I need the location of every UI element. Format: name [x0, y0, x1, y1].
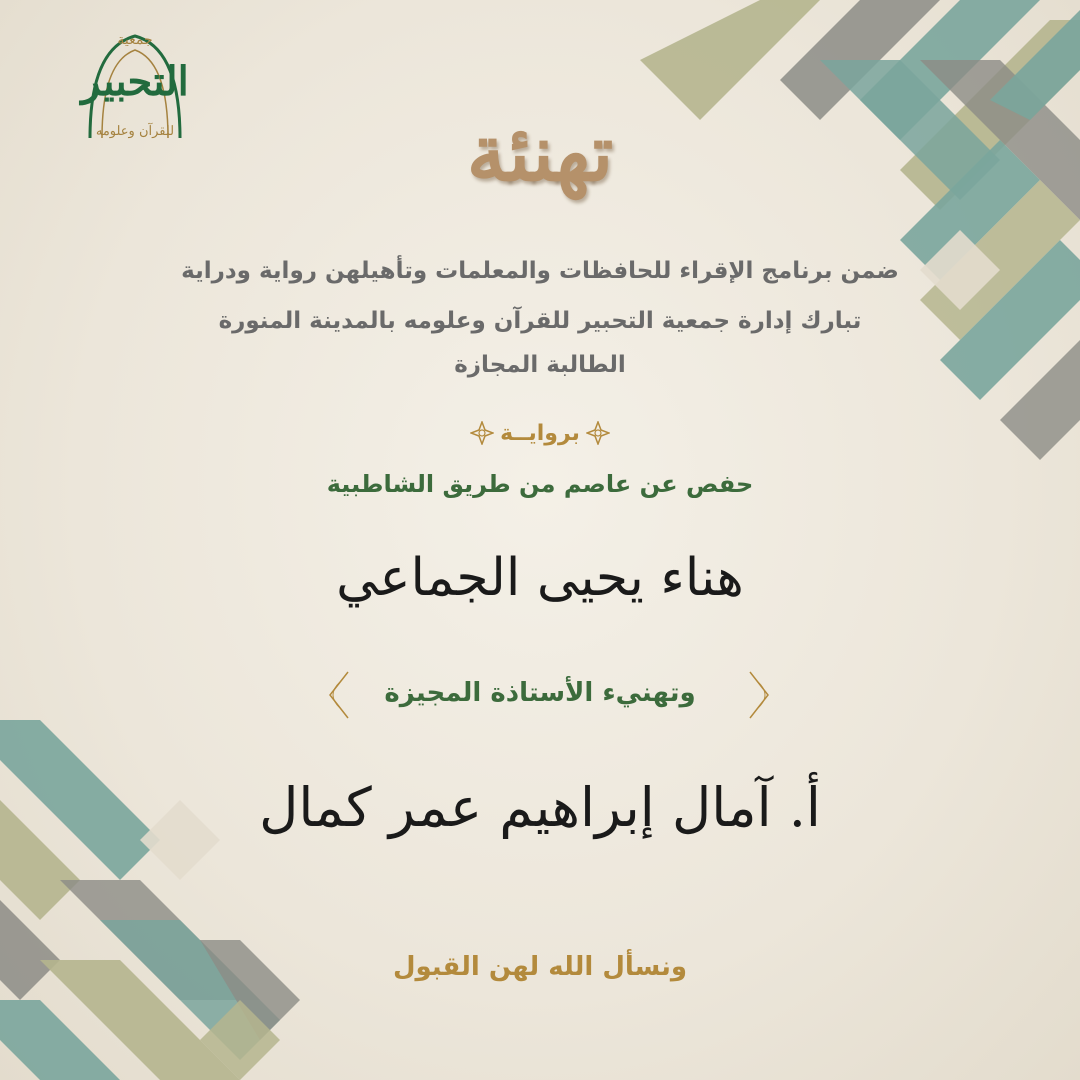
riwaya-route: حفص عن عاصم من طريق الشاطبية — [326, 470, 754, 498]
riwaya-heading — [0, 420, 1080, 446]
thanks-line: وتهنيء الأستاذة المجيزة — [384, 678, 696, 708]
logo-sub-text: للقرآن وعلومه — [95, 124, 175, 139]
student-name: هناء يحيى الجماعي — [336, 548, 744, 608]
star-ornament-icon — [470, 421, 494, 445]
star-ornament-icon — [586, 421, 610, 445]
intro-line-3: الطالبة المجازة — [454, 352, 626, 378]
page-title: تهنئة — [466, 108, 614, 199]
riwaya-label: بروايــة — [500, 420, 580, 446]
teacher-name: أ. آمال إبراهيم عمر كمال — [259, 776, 821, 839]
logo-main-text: التحبير — [81, 58, 189, 105]
logo-top-text: جمعية — [117, 32, 153, 48]
intro-line-2: تبارك إدارة جمعية التحبير للقرآن وعلومه بالمدينة المنورة — [218, 308, 862, 334]
intro-line-1: ضمن برنامج الإقراء للحافظات والمعلمات وتأهيلهن رواية ودراية — [181, 258, 899, 284]
closing-prayer: ونسأل الله لهن القبول — [392, 952, 688, 982]
